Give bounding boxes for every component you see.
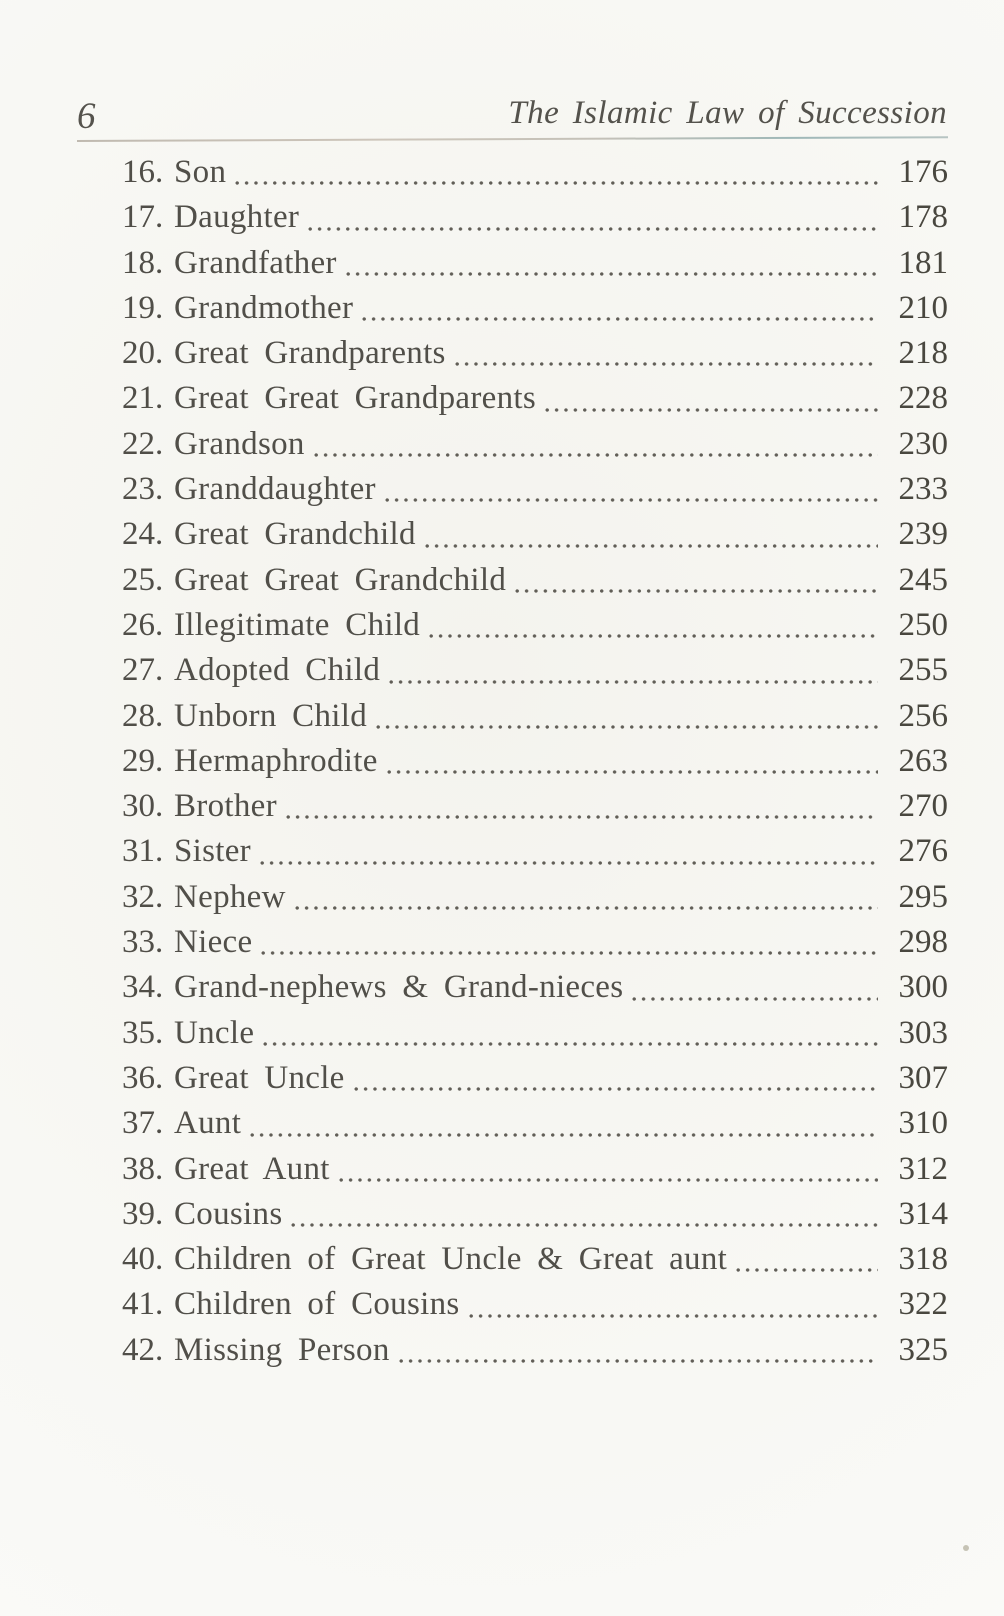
toc-entry-title: Missing Person xyxy=(174,1331,390,1368)
table-of-contents xyxy=(122,150,948,1373)
toc-entry-page: 233 xyxy=(898,471,948,508)
toc-leader-dots xyxy=(429,633,878,639)
toc-entry-title: Great Grandchild xyxy=(174,516,416,553)
toc-leader-dots xyxy=(545,407,878,413)
toc-leader-dots xyxy=(387,769,878,775)
toc-entry-title: Grandmother xyxy=(174,289,354,326)
toc-entry-title: Brother xyxy=(174,788,277,825)
toc-entry-page: 322 xyxy=(898,1286,948,1323)
toc-entry-page: 218 xyxy=(898,335,948,372)
toc-entry-title: Sister xyxy=(174,833,251,870)
toc-leader-dots xyxy=(469,1313,878,1319)
toc-entry-title: Great Great Grandchild xyxy=(174,561,507,598)
toc-entry xyxy=(122,739,948,784)
toc-entry-number: 26. xyxy=(122,606,164,643)
toc-entry-page: 276 xyxy=(898,833,948,870)
toc-entry-page: 310 xyxy=(898,1105,948,1142)
toc-entry-number: 33. xyxy=(122,924,164,961)
toc-entry xyxy=(122,1237,948,1282)
toc-entry-number: 34. xyxy=(122,969,164,1006)
toc-entry-title: Daughter xyxy=(174,199,300,236)
toc-entry xyxy=(122,512,948,557)
toc-entry-page: 298 xyxy=(898,924,948,961)
toc-entry-number: 42. xyxy=(122,1331,164,1368)
toc-entry-number: 35. xyxy=(122,1014,164,1051)
toc-entry-number: 30. xyxy=(122,788,164,825)
toc-entry xyxy=(122,467,948,512)
toc-entry-number: 27. xyxy=(122,652,164,689)
toc-entry-number: 17. xyxy=(122,199,164,236)
toc-entry-title: Uncle xyxy=(174,1014,255,1051)
toc-entry xyxy=(122,1328,948,1373)
toc-entry-page: 230 xyxy=(898,425,948,462)
toc-entry xyxy=(122,422,948,467)
toc-entry-page: 312 xyxy=(898,1150,948,1187)
toc-leader-dots xyxy=(362,316,878,322)
toc-leader-dots xyxy=(515,588,878,594)
toc-entry-title: Grandson xyxy=(174,425,305,462)
toc-leader-dots xyxy=(308,226,878,232)
toc-entry-number: 31. xyxy=(122,833,164,870)
toc-entry xyxy=(122,286,948,331)
toc-entry xyxy=(122,784,948,829)
toc-entry-page: 325 xyxy=(898,1331,948,1368)
toc-entry xyxy=(122,875,948,920)
toc-entry xyxy=(122,150,948,195)
toc-leader-dots xyxy=(346,271,878,277)
toc-leader-dots xyxy=(291,1222,878,1228)
toc-entry-number: 40. xyxy=(122,1241,164,1278)
toc-entry xyxy=(122,1056,948,1101)
toc-entry-number: 22. xyxy=(122,425,164,462)
toc-entry xyxy=(122,1101,948,1146)
toc-entry xyxy=(122,558,948,603)
toc-entry-page: 250 xyxy=(898,606,948,643)
toc-entry xyxy=(122,1011,948,1056)
toc-entry-title: Grand-nephews & Grand-nieces xyxy=(174,969,624,1006)
toc-entry xyxy=(122,241,948,286)
toc-entry-page: 256 xyxy=(898,697,948,734)
toc-entry-page: 263 xyxy=(898,742,948,779)
toc-entry-title: Children of Great Uncle & Great aunt xyxy=(174,1241,728,1278)
toc-leader-dots xyxy=(314,452,878,458)
toc-entry xyxy=(122,829,948,874)
toc-entry-number: 38. xyxy=(122,1150,164,1187)
toc-entry-title: Aunt xyxy=(174,1105,242,1142)
toc-leader-dots xyxy=(425,543,878,549)
toc-leader-dots xyxy=(286,814,878,820)
toc-entry xyxy=(122,603,948,648)
toc-entry xyxy=(122,195,948,240)
toc-leader-dots xyxy=(261,950,878,956)
toc-entry-page: 239 xyxy=(898,516,948,553)
toc-leader-dots xyxy=(250,1132,878,1138)
toc-entry-page: 318 xyxy=(898,1241,948,1278)
toc-leader-dots xyxy=(455,361,878,367)
toc-entry-number: 23. xyxy=(122,471,164,508)
toc-entry-page: 307 xyxy=(898,1059,948,1096)
toc-entry-page: 176 xyxy=(898,154,948,190)
toc-entry-number: 19. xyxy=(122,289,164,326)
toc-entry-number: 28. xyxy=(122,697,164,734)
toc-entry-number: 37. xyxy=(122,1105,164,1142)
toc-entry-number: 29. xyxy=(122,742,164,779)
toc-entry-number: 18. xyxy=(122,244,164,281)
toc-entry-page: 210 xyxy=(898,289,948,326)
toc-entry-title: Illegitimate Child xyxy=(174,606,421,643)
toc-entry xyxy=(122,694,948,739)
toc-leader-dots xyxy=(389,679,878,685)
toc-entry xyxy=(122,965,948,1010)
toc-leader-dots xyxy=(385,497,878,503)
toc-entry-title: Nephew xyxy=(174,878,286,915)
scan-speck xyxy=(963,1545,969,1551)
toc-entry xyxy=(122,1192,948,1237)
toc-entry-title: Great Great Grandparents xyxy=(174,380,537,417)
toc-leader-dots xyxy=(263,1041,878,1047)
toc-entry-page: 314 xyxy=(898,1195,948,1232)
toc-entry-page: 228 xyxy=(898,380,948,417)
toc-entry-title: Cousins xyxy=(174,1195,283,1232)
toc-entry-number: 16. xyxy=(122,154,164,190)
toc-leader-dots xyxy=(260,860,878,866)
toc-entry xyxy=(122,1147,948,1192)
toc-leader-dots xyxy=(339,1177,878,1183)
toc-entry-page: 178 xyxy=(898,199,948,236)
toc-entry-page: 181 xyxy=(898,244,948,281)
toc-leader-dots xyxy=(295,905,878,911)
toc-leader-dots xyxy=(736,1267,878,1273)
toc-entry-title: Children of Cousins xyxy=(174,1286,460,1323)
toc-entry-page: 295 xyxy=(898,878,948,915)
running-header-title: The Islamic Law of Succession xyxy=(508,95,947,131)
toc-entry-number: 41. xyxy=(122,1286,164,1323)
page-folio-number: 6 xyxy=(77,96,96,137)
toc-entry-number: 21. xyxy=(122,380,164,417)
toc-entry-number: 25. xyxy=(122,561,164,598)
toc-entry xyxy=(122,331,948,376)
toc-entry-title: Great Aunt xyxy=(174,1150,330,1187)
toc-entry-page: 245 xyxy=(898,561,948,598)
toc-entry-title: Son xyxy=(174,154,227,190)
toc-entry-number: 20. xyxy=(122,335,164,372)
header-rule xyxy=(77,136,948,142)
toc-entry-title: Great Grandparents xyxy=(174,335,446,372)
toc-entry-page: 303 xyxy=(898,1014,948,1051)
toc-entry xyxy=(122,920,948,965)
toc-entry-title: Niece xyxy=(174,924,253,961)
toc-entry xyxy=(122,376,948,421)
toc-entry-title: Great Uncle xyxy=(174,1059,345,1096)
toc-entry-page: 255 xyxy=(898,652,948,689)
toc-entry-number: 36. xyxy=(122,1059,164,1096)
toc-entry xyxy=(122,1282,948,1327)
toc-entry-number: 24. xyxy=(122,516,164,553)
toc-entry-title: Unborn Child xyxy=(174,697,368,734)
toc-entry-page: 300 xyxy=(898,969,948,1006)
toc-entry xyxy=(122,648,948,693)
toc-leader-dots xyxy=(235,180,878,186)
toc-entry-title: Adopted Child xyxy=(174,652,381,689)
toc-entry-title: Hermaphrodite xyxy=(174,742,378,779)
toc-entry-title: Granddaughter xyxy=(174,471,376,508)
toc-leader-dots xyxy=(376,724,878,730)
toc-leader-dots xyxy=(354,1086,878,1092)
toc-entry-title: Grandfather xyxy=(174,244,337,281)
toc-entry-number: 32. xyxy=(122,878,164,915)
toc-leader-dots xyxy=(632,996,878,1002)
toc-entry-number: 39. xyxy=(122,1195,164,1232)
toc-entry-page: 270 xyxy=(898,788,948,825)
toc-leader-dots xyxy=(399,1358,878,1364)
